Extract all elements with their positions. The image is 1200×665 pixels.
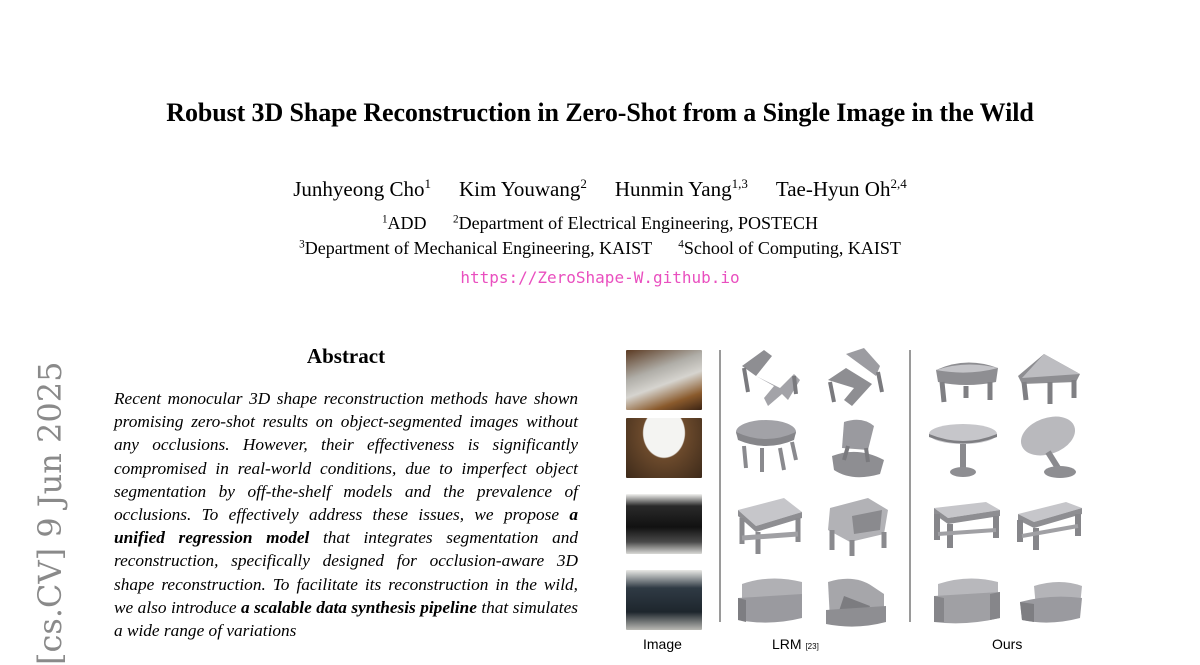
affiliation-line xyxy=(0,213,1200,234)
author-affiliation-mark: 2,4 xyxy=(890,176,907,192)
lrm-reconstruction xyxy=(822,416,892,480)
affiliation-name: School of Computing, KAIST xyxy=(683,238,901,258)
input-photo-coffee-table xyxy=(626,494,702,554)
input-photo-round-table xyxy=(626,418,702,478)
author-name: Kim Youwang xyxy=(459,177,581,201)
lrm-reconstruction xyxy=(824,494,894,558)
author-name: Hunmin Yang xyxy=(614,177,732,201)
ours-reconstruction xyxy=(1016,576,1086,640)
affiliation-mark: 4 xyxy=(678,238,684,251)
column-divider xyxy=(719,350,721,622)
ours-reconstruction xyxy=(932,498,1002,562)
author-list xyxy=(0,177,1200,202)
lrm-reconstruction xyxy=(734,346,804,410)
author-affiliation-mark: 1 xyxy=(424,176,432,192)
abstract-segment: that integrates segmentation and reconstruction, specifically designed for occlusion-aware 3D shape reconstruction. To facilitate its reconstruction in the wild, we also introduce xyxy=(114,528,578,617)
affiliation-mark: 3 xyxy=(299,238,305,251)
affiliation-mark: 2 xyxy=(453,213,459,226)
ours-reconstruction xyxy=(932,352,1002,416)
ours-reconstruction xyxy=(928,420,998,484)
affiliation-name: ADD xyxy=(387,213,427,233)
input-photo-table xyxy=(626,350,702,410)
figure-column-label: Image xyxy=(643,636,682,652)
affiliation-name: Department of Electrical Engineering, POSTECH xyxy=(458,213,819,233)
author-affiliation-mark: 1,3 xyxy=(731,176,748,192)
author xyxy=(459,177,587,202)
project-url-link[interactable]: https://ZeroShape-W.github.io xyxy=(460,268,740,287)
paper-title: Robust 3D Shape Reconstruction in Zero-Shot from a Single Image in the Wild xyxy=(166,98,1034,127)
affiliation-line xyxy=(0,238,1200,259)
arxiv-side-stamp: [cs.CV] 9 Jun 2025 xyxy=(31,361,69,665)
affiliation xyxy=(299,238,652,258)
affiliation-mark: 1 xyxy=(381,213,388,226)
lrm-reconstruction xyxy=(824,576,894,640)
figure-column-label: Ours xyxy=(992,636,1023,652)
column-label-citation: [23] xyxy=(805,642,819,651)
affiliation xyxy=(382,213,427,233)
affiliation xyxy=(453,213,818,233)
ours-reconstruction xyxy=(1014,352,1084,416)
ours-reconstruction xyxy=(932,574,1002,638)
lrm-reconstruction xyxy=(736,574,806,638)
abstract-highlight: a scalable data synthesis pipeline xyxy=(241,597,477,617)
author xyxy=(615,177,748,202)
teaser-figure xyxy=(626,346,1086,652)
affiliation xyxy=(678,238,901,258)
abstract-highlight: a unified regression model xyxy=(114,505,578,548)
lrm-reconstruction xyxy=(822,346,892,410)
lrm-reconstruction xyxy=(734,494,804,558)
abstract-segment: that simulates a wide range of variations xyxy=(114,597,578,641)
author-affiliation-mark: 2 xyxy=(580,176,587,192)
input-photo-sofa xyxy=(626,570,702,630)
author-name: Junhyeong Cho xyxy=(293,177,425,201)
abstract-text xyxy=(114,387,578,642)
author-name: Tae-Hyun Oh xyxy=(775,177,891,201)
ours-reconstruction xyxy=(1014,416,1084,480)
abstract-segment: Recent monocular 3D shape reconstruction methods have shown promising zero-shot results on object-segmented images without any occlusions. However, their effectiveness is significantly compromised in real-world conditions, due to imperfect object segmentation by off-the-shelf models and the prevalence of occlusions. To effectively address these issues, we propose xyxy=(114,389,578,525)
column-label-main: LRM xyxy=(772,636,802,652)
ours-reconstruction xyxy=(1014,498,1084,562)
lrm-reconstruction xyxy=(732,418,802,482)
author xyxy=(293,177,431,202)
column-divider xyxy=(909,350,911,622)
affiliation-name: Department of Mechanical Engineering, KAIST xyxy=(304,238,652,258)
figure-column-label xyxy=(772,636,819,652)
abstract-heading: Abstract xyxy=(306,344,386,368)
author xyxy=(776,177,907,202)
